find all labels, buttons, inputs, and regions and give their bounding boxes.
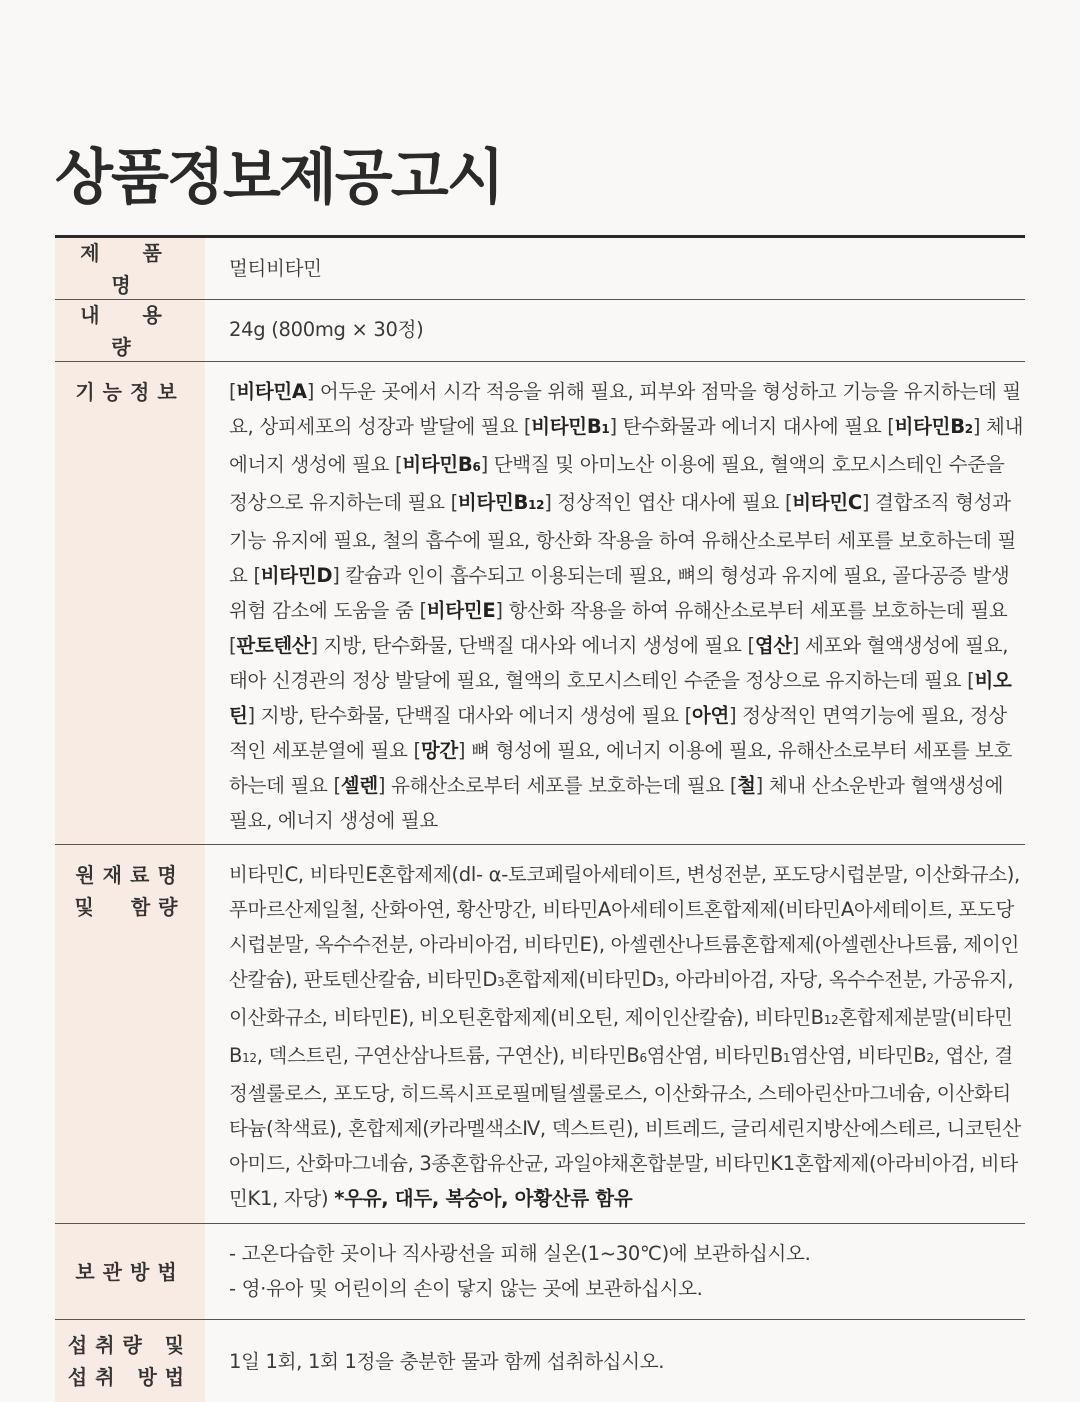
label-intake-line2: 섭취 방법 xyxy=(67,1365,193,1389)
function-term-text: 셀렌 xyxy=(340,774,378,797)
function-subscript: 6 xyxy=(472,460,481,474)
function-term-text: 비타민B xyxy=(531,415,602,438)
function-term-text: 비타민B xyxy=(894,415,965,438)
label-ingredients-line1: 원재료명 xyxy=(75,863,185,887)
label-function-text: 기능정보 xyxy=(75,380,185,404)
label-intake-line1: 섭취량 및 xyxy=(67,1333,193,1357)
function-subscript: 1 xyxy=(601,422,610,436)
value-ingredients xyxy=(205,845,1025,1223)
function-bold-term xyxy=(737,774,756,797)
function-bold-term xyxy=(341,774,378,797)
ingredients-text: 혼합제제(비타민D xyxy=(504,968,657,991)
ingredients-text: , 엽산, 결정셀룰로스, 포도당, 히드록시프로필메틸셀룰로스, 이산화규소, 스테아린산마그네슘, 이산화티타늄(착색료), 혼합제제(카라멜색소Ⅳ, 덱스트린), 비트레드, 글리세린지방산에스테르, 니코틴산아미드, 산화마그네슘, 3종혼합유산균, 과일야채혼합분말, 비타민K1혼합제제(아라비아검, 비타민K1, 자당) xyxy=(229,1044,1021,1210)
ingredients-text: , 아라비아검, 자당, 옥수수전분, 가공유지, 이산화규소, 비타민E), 비오틴혼합제제(비오틴, 제이인산칼슘), 비타민B xyxy=(229,968,1014,1029)
function-bold-term xyxy=(402,453,480,476)
row-function xyxy=(55,362,1025,845)
function-term-text: 망간 xyxy=(420,739,458,762)
function-text: 결합조직 형성과 기능 유지에 필요, 철의 흡수에 필요, 항산화 작용을 하여 유해산소로부터 세포를 보호하는데 필요 xyxy=(229,491,1016,587)
function-bold-term xyxy=(421,739,458,762)
value-function: [비타민A] 어두운 곳에서 시각 적응을 위해 필요, 피부와 점막을 형성하고 기능을 유지하는데 필요, 상피세포의 성장과 발달에 필요 [비타민B1] 탄수화물과 에너지 대사에 필요 [비타민B2] 체내 에너지 생성에 필요 [비타민B6] 단백질 및 아미노산 이용에 필요, 혈액의 호모시스테인 수준을 정상으로 유지하는데 필요 [비타민B12] 정상적인 엽산 대사에 필요 [비타민C] 결합조직 형성과 기능 유지에 필요, 철의 흡수에 필요, 항산화 작용을 하여 유해산소로부터 세포를 보호하는데 필요 [비타민D] 칼슘과 인이 흡수되고 이용되는데 필요, 뼈의 형성과 유지에 필요, 골다공증 발생 위험 감소에 도움을 줌 [비타민E] 항산화 작용을 하여 유해산소로부터 세포를 보호하는데 필요 [판토텐산] 지방, 탄수화물, 단백질 대사와 에너지 생성에 필요 [엽산] 세포와 혈액생성에 필요, 태아 신경관의 정상 발달에 필요, 혈액의 호모시스테인 수준을 정상으로 유지하는데 필요 [비오틴] 지방, 탄수화물, 단백질 대사와 에너지 생성에 필요 [아연] 정상적인 면역기능에 필요, 정상적인 세포분열에 필요 [망간] 뼈 형성에 필요, 에너지 이용에 필요, 유해산소로부터 세포를 보호하는데 필요 [셀렌] 유해산소로부터 세포를 보호하는데 필요 [철] 체내 산소운반과 혈액생성에 필요, 에너지 생성에 필요 xyxy=(229,380,1024,832)
function-bold-term xyxy=(692,704,729,727)
function-bold-term xyxy=(427,599,496,622)
function-text: 정상적인 면역기능에 필요, 정상적인 세포분열에 필요 xyxy=(229,704,1007,762)
function-bold-term xyxy=(236,380,306,403)
function-bold-term xyxy=(531,415,609,438)
function-text: 세포와 혈액생성에 필요, 태아 신경관의 정상 발달에 필요, 혈액의 호모시스테인 수준을 정상으로 유지하는데 필요 xyxy=(229,634,1009,692)
function-text: 뼈 형성에 필요, 에너지 이용에 필요, 유해산소로부터 세포를 보호하는데 필요 xyxy=(229,739,1013,797)
function-term-text: 비타민E xyxy=(426,599,496,622)
ingredients-text: 염산염, 비타민B xyxy=(646,1044,783,1067)
row-ingredients xyxy=(55,845,1025,1224)
function-text: 지방, 탄수화물, 단백질 대사와 에너지 생성에 필요 xyxy=(317,634,748,657)
row-product-name xyxy=(55,238,1025,300)
ingredients-text: 비타민C, 비타민E혼합제제(dl- α-토코페릴아세테이트, 변성전분, 포도당시럽분말, 이산화규소), 푸마르산제일철, 산화아연, 황산망간, 비타민A아세테이트혼합제제(비타민A아세테이트, 포도당시럽분말, 옥수수전분, 아라비아검, 비타민E), 아셀렌산나트륨혼합제제(아셀렌산나트륨, 제이인산칼슘), 판토텐산칼슘, 비타민D xyxy=(229,863,1020,991)
ingredients-subscript: 2 xyxy=(926,1051,934,1065)
page-title: 상품정보제공고시 xyxy=(55,143,503,213)
ingredients-subscript: 3 xyxy=(656,975,664,989)
info-table xyxy=(55,235,1025,1402)
ingredients-text: , 덱스트린, 구연산삼나트륨, 구연산), 비타민B xyxy=(256,1044,640,1067)
label-function xyxy=(55,362,205,844)
value-intake: 1일 1회, 1회 1정을 충분한 물과 함께 섭취하십시오. xyxy=(229,1349,665,1373)
function-bold-term xyxy=(755,634,792,657)
function-bold-term xyxy=(261,564,333,587)
function-text: 지방, 탄수화물, 단백질 대사와 에너지 생성에 필요 xyxy=(254,704,685,727)
function-bold-term xyxy=(792,491,862,514)
ingredients-subscript: 12 xyxy=(242,1051,257,1065)
function-term-text: 비오틴 xyxy=(229,669,1012,727)
function-text: 단백질 및 아미노산 이용에 필요, 혈액의 호모시스테인 수준을 정상으로 유지하는데 필요 xyxy=(229,453,1005,514)
ingredients-bold-term xyxy=(334,1187,632,1210)
ingredients-text: 혼합제제분말(비타민B xyxy=(229,1006,1013,1067)
function-text: 유해산소로부터 세포를 보호하는데 필요 xyxy=(385,774,730,797)
row-volume xyxy=(55,300,1025,362)
storage-line-2: - 영·유아 및 어린이의 손이 닿지 않는 곳에 보관하십시오. xyxy=(229,1277,703,1300)
function-text: 칼슘과 인이 흡수되고 이용되는데 필요, 뼈의 형성과 유지에 필요, 골다공증 발생 위험 감소에 도움을 줌 xyxy=(229,564,1010,622)
function-term-text: 철 xyxy=(737,774,756,797)
function-text: 체내 에너지 생성에 필요 xyxy=(229,415,1024,476)
label-intake xyxy=(55,1320,205,1402)
function-term-text: 아연 xyxy=(691,704,729,727)
function-term-text: 비타민B xyxy=(457,491,529,514)
label-product-name: 제 품 명 xyxy=(55,238,205,299)
ingredients-subscript: 3 xyxy=(497,975,505,989)
value-volume: 24g (800mg × 30정) xyxy=(229,318,424,341)
function-term-text: 비타민C xyxy=(792,491,862,514)
value-product-name: 멀티비타민 xyxy=(229,257,322,280)
function-term-text: 비타민B xyxy=(402,453,473,476)
function-bold-term xyxy=(236,634,310,657)
function-text: 항산화 작용을 하여 유해산소로부터 세포를 보호하는데 필요 xyxy=(502,599,1008,622)
function-term-text: 엽산 xyxy=(754,634,792,657)
ingredients-subscript: 1 xyxy=(782,1051,791,1065)
ingredients-term-text: *우유, 대두, 복숭아, 아황산류 함유 xyxy=(334,1187,633,1210)
function-text: 체내 산소운반과 혈액생성에 필요, 에너지 생성에 필요 xyxy=(229,774,1004,832)
label-ingredients-line2: 및 함량 xyxy=(74,895,186,919)
function-subscript: 2 xyxy=(964,422,973,436)
function-subscript: 12 xyxy=(528,498,545,512)
function-text: 탄수화물과 에너지 대사에 필요 xyxy=(616,415,888,438)
ingredients-text: 염산염, 비타민B xyxy=(790,1044,927,1067)
function-text: 정상적인 엽산 대사에 필요 xyxy=(551,491,785,514)
function-term-text: 비타민D xyxy=(260,564,333,587)
function-term-text: 판토텐산 xyxy=(236,634,311,657)
function-bold-term xyxy=(895,415,973,438)
ingredients-subscript: 12 xyxy=(823,1013,839,1027)
row-storage xyxy=(55,1224,1025,1320)
value-storage xyxy=(205,1224,1025,1319)
function-text: 어두운 곳에서 시각 적응을 위해 필요, 피부와 점막을 형성하고 기능을 유지하는데 필요, 상피세포의 성장과 발달에 필요 xyxy=(229,380,1021,438)
row-intake xyxy=(55,1320,1025,1402)
label-ingredients xyxy=(55,845,205,1223)
function-term-text: 비타민A xyxy=(236,380,307,403)
ingredients-subscript: 6 xyxy=(639,1051,647,1065)
storage-line-1: - 고온다습한 곳이나 직사광선을 피해 실온(1~30℃)에 보관하십시오. xyxy=(229,1242,811,1265)
label-storage: 보관방법 xyxy=(55,1224,205,1319)
function-bold-term xyxy=(458,491,544,514)
label-volume: 내 용 량 xyxy=(55,300,205,361)
